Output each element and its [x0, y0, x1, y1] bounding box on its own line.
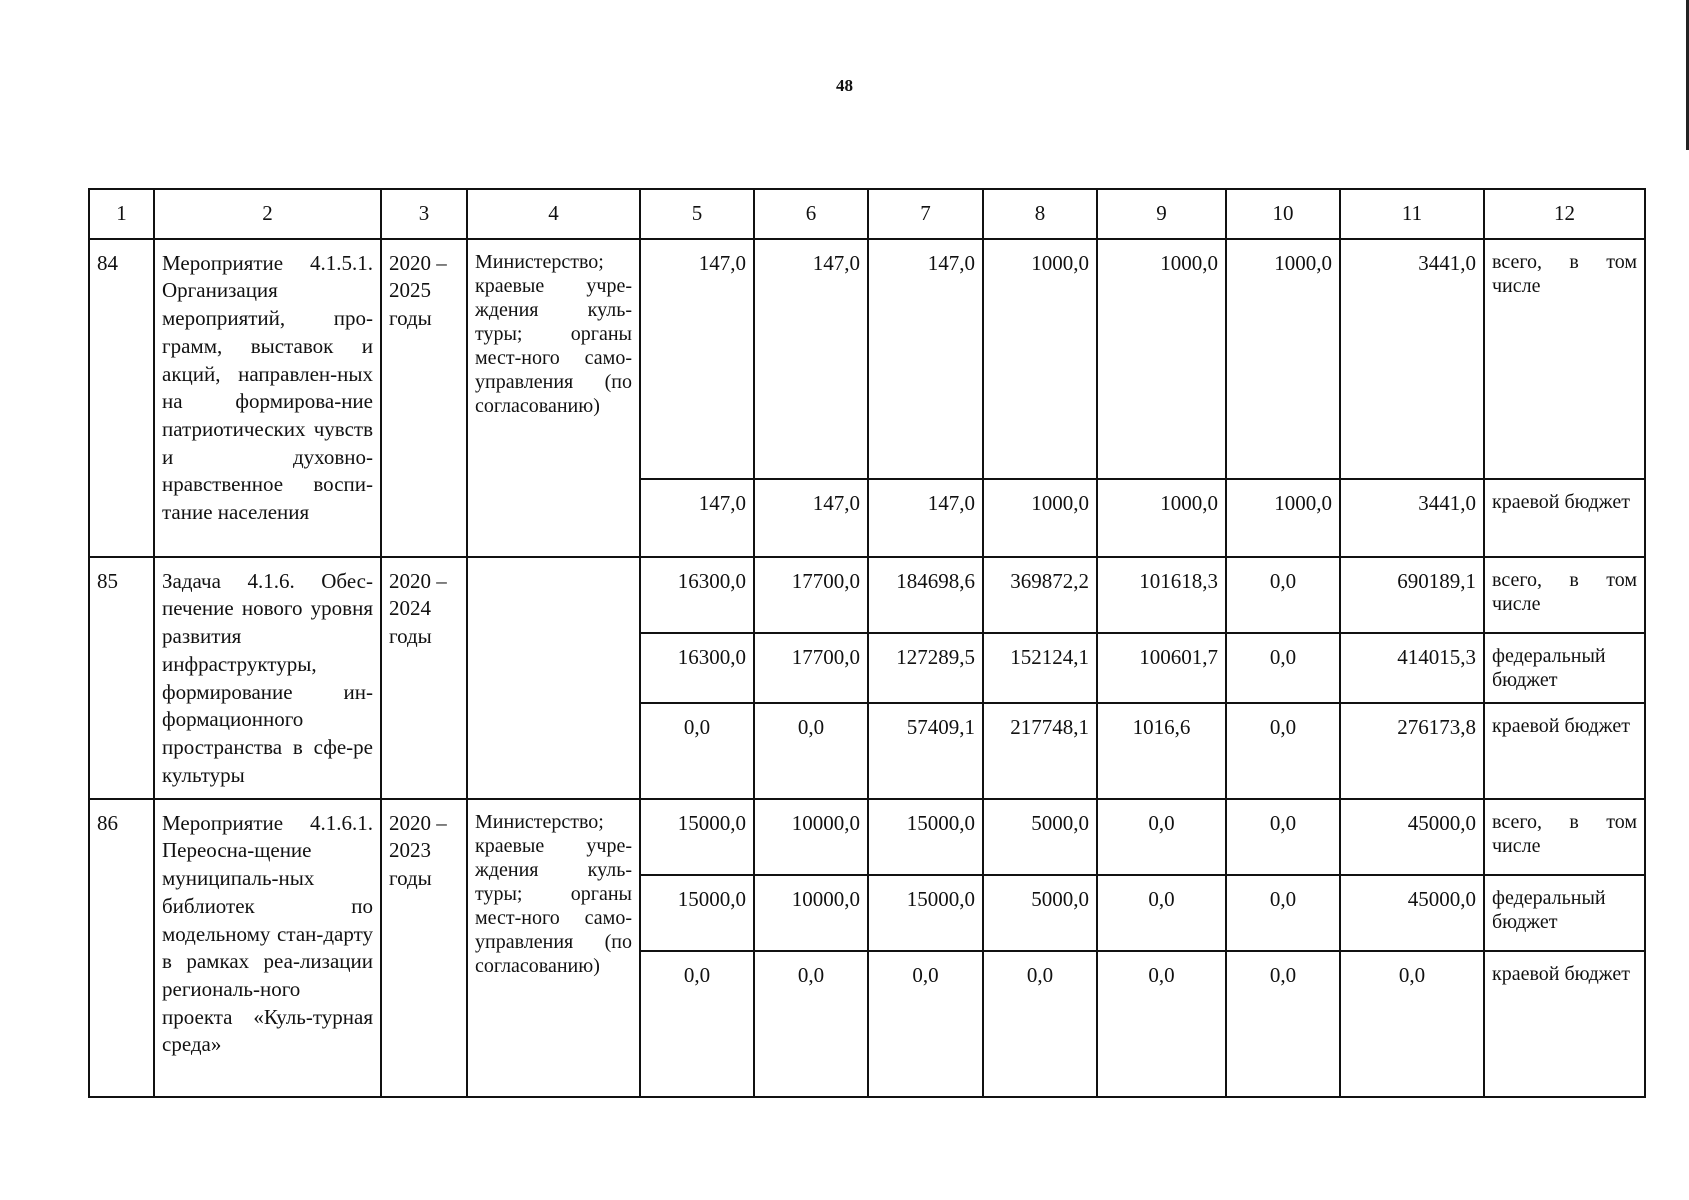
value-cell: 100601,7	[1097, 633, 1226, 703]
value-cell: 0,0	[1097, 875, 1226, 951]
value-cell: 217748,1	[983, 703, 1097, 799]
column-header: 1	[89, 189, 154, 239]
row-executor	[467, 557, 640, 799]
value-cell: 0,0	[1226, 703, 1340, 799]
value-cell: 15000,0	[868, 799, 983, 875]
value-cell: 1000,0	[1226, 239, 1340, 479]
column-header: 10	[1226, 189, 1340, 239]
value-cell: 101618,3	[1097, 557, 1226, 633]
value-cell: 0,0	[640, 703, 754, 799]
value-cell: 3441,0	[1340, 239, 1484, 479]
value-cell: 16300,0	[640, 557, 754, 633]
value-cell: 45000,0	[1340, 799, 1484, 875]
column-header: 8	[983, 189, 1097, 239]
value-cell: 276173,8	[1340, 703, 1484, 799]
value-cell: 1016,6	[1097, 703, 1226, 799]
value-cell: 0,0	[1226, 875, 1340, 951]
value-cell: 152124,1	[983, 633, 1097, 703]
row-executor: Министерство; краевые учре-ждения куль-туры; органы мест-ного само-управления (по согласованию)	[467, 799, 640, 1097]
value-cell: 147,0	[754, 479, 868, 557]
funding-source: краевой бюджет	[1484, 703, 1645, 799]
funding-source: всего, в том числе	[1484, 799, 1645, 875]
value-cell: 1000,0	[1097, 479, 1226, 557]
value-cell: 1000,0	[1097, 239, 1226, 479]
value-cell: 147,0	[868, 479, 983, 557]
table-row	[89, 557, 1645, 633]
value-cell: 414015,3	[1340, 633, 1484, 703]
funding-source: федеральный бюджет	[1484, 875, 1645, 951]
funding-source: всего, в том числе	[1484, 239, 1645, 479]
funding-source: федеральный бюджет	[1484, 633, 1645, 703]
value-cell: 17700,0	[754, 633, 868, 703]
value-cell: 0,0	[1226, 951, 1340, 1097]
row-number: 86	[89, 799, 154, 1097]
value-cell: 1000,0	[1226, 479, 1340, 557]
row-period: 2020 – 2024 годы	[381, 557, 467, 799]
value-cell: 0,0	[1340, 951, 1484, 1097]
value-cell: 690189,1	[1340, 557, 1484, 633]
funding-source: краевой бюджет	[1484, 951, 1645, 1097]
value-cell: 10000,0	[754, 799, 868, 875]
value-cell: 0,0	[1226, 799, 1340, 875]
value-cell: 0,0	[1226, 557, 1340, 633]
value-cell: 127289,5	[868, 633, 983, 703]
value-cell: 369872,2	[983, 557, 1097, 633]
row-number: 85	[89, 557, 154, 799]
column-header: 3	[381, 189, 467, 239]
value-cell: 57409,1	[868, 703, 983, 799]
column-header: 11	[1340, 189, 1484, 239]
table-row	[89, 799, 1645, 875]
value-cell: 15000,0	[868, 875, 983, 951]
value-cell: 147,0	[640, 239, 754, 479]
value-cell: 45000,0	[1340, 875, 1484, 951]
value-cell: 0,0	[1097, 799, 1226, 875]
column-header: 5	[640, 189, 754, 239]
value-cell: 5000,0	[983, 875, 1097, 951]
value-cell: 147,0	[640, 479, 754, 557]
value-cell: 147,0	[754, 239, 868, 479]
value-cell: 10000,0	[754, 875, 868, 951]
value-cell: 0,0	[1097, 951, 1226, 1097]
column-header: 4	[467, 189, 640, 239]
funding-source: краевой бюджет	[1484, 479, 1645, 557]
value-cell: 0,0	[754, 703, 868, 799]
program-table	[88, 188, 1646, 1098]
column-header: 6	[754, 189, 868, 239]
value-cell: 0,0	[868, 951, 983, 1097]
header-row	[89, 189, 1645, 239]
row-name: Мероприятие 4.1.5.1. Организация мероприятий, про-грамм, выставок и акций, направлен-ных на формирова-ние патриотических чувств и духовно-нравственное воспи-тание населения	[154, 239, 381, 557]
value-cell: 16300,0	[640, 633, 754, 703]
value-cell: 1000,0	[983, 479, 1097, 557]
column-header: 12	[1484, 189, 1645, 239]
value-cell: 0,0	[640, 951, 754, 1097]
row-period: 2020 – 2023 годы	[381, 799, 467, 1097]
table-row	[89, 239, 1645, 479]
page-number: 48	[836, 76, 853, 95]
value-cell: 0,0	[983, 951, 1097, 1097]
row-name: Задача 4.1.6. Обес-печение нового уровня развития инфраструктуры, формирование ин-формационного пространства в сфе-ре культуры	[154, 557, 381, 799]
funding-source: всего, в том числе	[1484, 557, 1645, 633]
row-executor: Министерство; краевые учре-ждения куль-туры; органы мест-ного само-управления (по согласованию)	[467, 239, 640, 557]
row-name: Мероприятие 4.1.6.1. Переосна-щение муниципаль-ных библиотек по модельному стан-дарту в рамках реа-лизации региональ-ного проекта «Куль-турная среда»	[154, 799, 381, 1097]
value-cell: 1000,0	[983, 239, 1097, 479]
value-cell: 184698,6	[868, 557, 983, 633]
value-cell: 0,0	[1226, 633, 1340, 703]
column-header: 9	[1097, 189, 1226, 239]
value-cell: 5000,0	[983, 799, 1097, 875]
column-header: 2	[154, 189, 381, 239]
value-cell: 17700,0	[754, 557, 868, 633]
value-cell: 147,0	[868, 239, 983, 479]
value-cell: 15000,0	[640, 799, 754, 875]
value-cell: 15000,0	[640, 875, 754, 951]
row-period: 2020 – 2025 годы	[381, 239, 467, 557]
column-header: 7	[868, 189, 983, 239]
value-cell: 3441,0	[1340, 479, 1484, 557]
row-number: 84	[89, 239, 154, 557]
value-cell: 0,0	[754, 951, 868, 1097]
